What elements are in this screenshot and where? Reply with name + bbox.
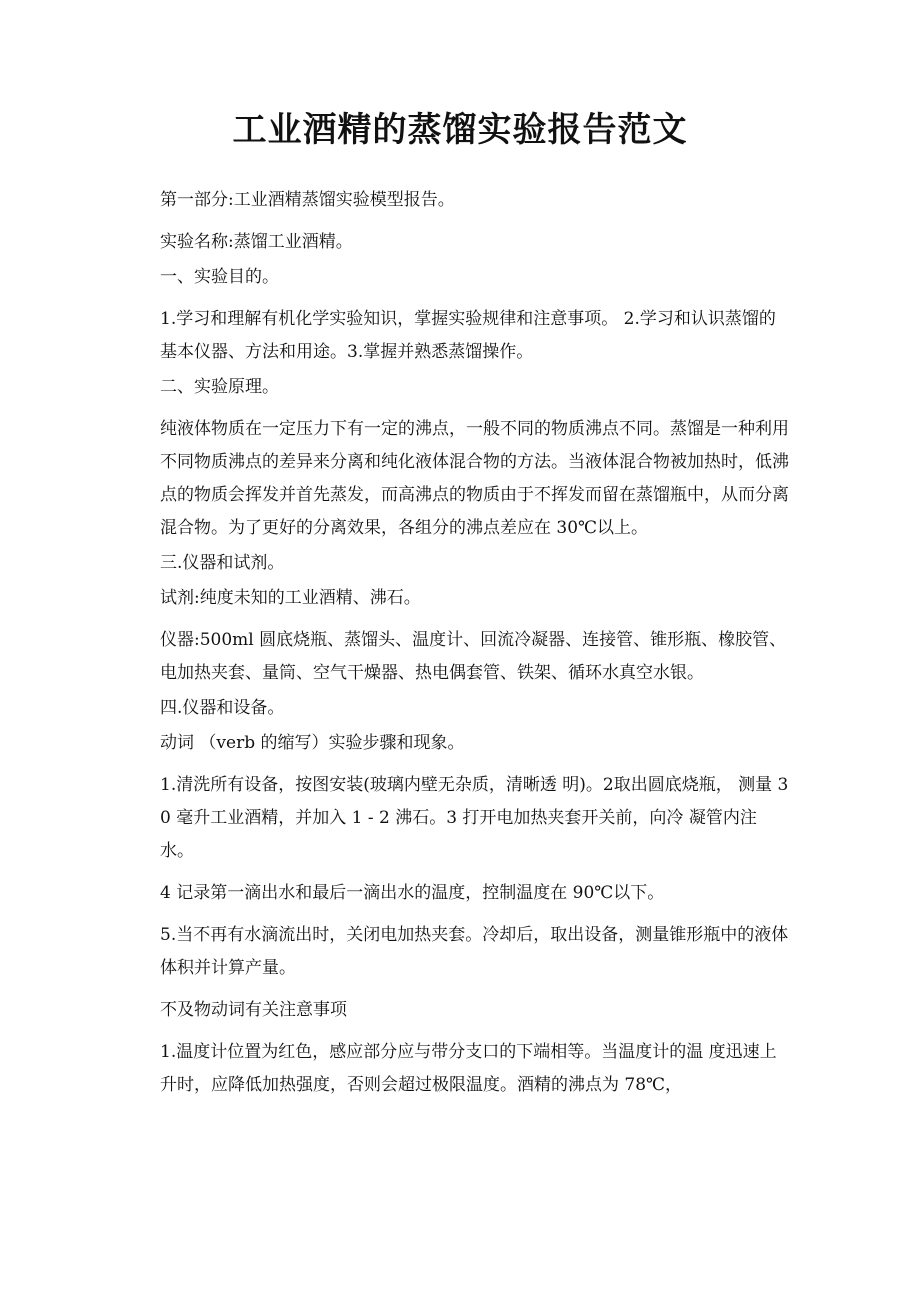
notes-paragraph-1: 1.温度计位置为红色，感应部分应与带分支口的下端相等。当温度计的温 度迅速上升时，应降低加热强度，否则会超过极限温度。酒精的沸点为 78℃， bbox=[160, 1042, 777, 1095]
section-purpose-heading: 一、实验目的。 bbox=[160, 267, 279, 287]
section-steps-heading: 动词 （verb 的缩写）实验步骤和现象。 bbox=[160, 733, 465, 753]
instruments-paragraph: 仪器:500ml 圆底烧瓶、蒸馏头、温度计、回流冷凝器、连接管、锥形瓶、橡胶管、电加热夹套、量筒、空气干燥器、热电偶套管、铁架、循环水真空水银。 bbox=[160, 630, 787, 683]
section-instruments-heading: 三.仪器和试剂。 bbox=[160, 553, 285, 573]
purpose-paragraph: 1.学习和理解有机化学实验知识，掌握实验规律和注意事项。 2.学习和认识蒸馏的基本仪器、方法和用途。3.掌握并熟悉蒸馏操作。 bbox=[160, 309, 776, 362]
section-notes-heading: 不及物动词有关注意事项 bbox=[160, 1000, 347, 1020]
section-equipment-heading: 四.仪器和设备。 bbox=[160, 698, 285, 718]
document-title: 工业酒精的蒸馏实验报告范文 bbox=[232, 110, 688, 150]
experiment-name: 实验名称:蒸馏工业酒精。 bbox=[160, 232, 353, 252]
steps-paragraph-4: 4 记录第一滴出水和最后一滴出水的温度，控制温度在 90℃以下。 bbox=[160, 883, 665, 903]
steps-paragraph-5: 5.当不再有水滴流出时，关闭电加热夹套。冷却后，取出设备，测量锥形瓶中的液体体积并计算产量。 bbox=[160, 925, 789, 978]
steps-paragraph-1: 1.清洗所有设备，按图安装(玻璃内壁无杂质，清晰透 明)。2取出圆底烧瓶， 测量 30 毫升工业酒精，并加入 1 - 2 沸石。3 打开电加热夹套开关前，向冷 凝管内注水。 bbox=[160, 775, 789, 861]
principle-paragraph: 纯液体物质在一定压力下有一定的沸点，一般不同的物质沸点不同。蒸馏是一种利用不同物质沸点的差异来分离和纯化液体混合物的方法。当液体混合物被加热时，低沸点的物质会挥发并首先蒸发，而高沸点的物质由于不挥发而留在蒸馏瓶中，从而分离混合物。为了更好的分离效果，各组分的沸点差应在 30℃以上。 bbox=[160, 419, 789, 538]
section-principle-heading: 二、实验原理。 bbox=[160, 377, 279, 397]
reagents-paragraph: 试剂:纯度未知的工业酒精、沸石。 bbox=[160, 588, 421, 608]
section-part-heading: 第一部分:工业酒精蒸馏实验模型报告。 bbox=[160, 190, 455, 210]
document-body bbox=[160, 184, 790, 1111]
